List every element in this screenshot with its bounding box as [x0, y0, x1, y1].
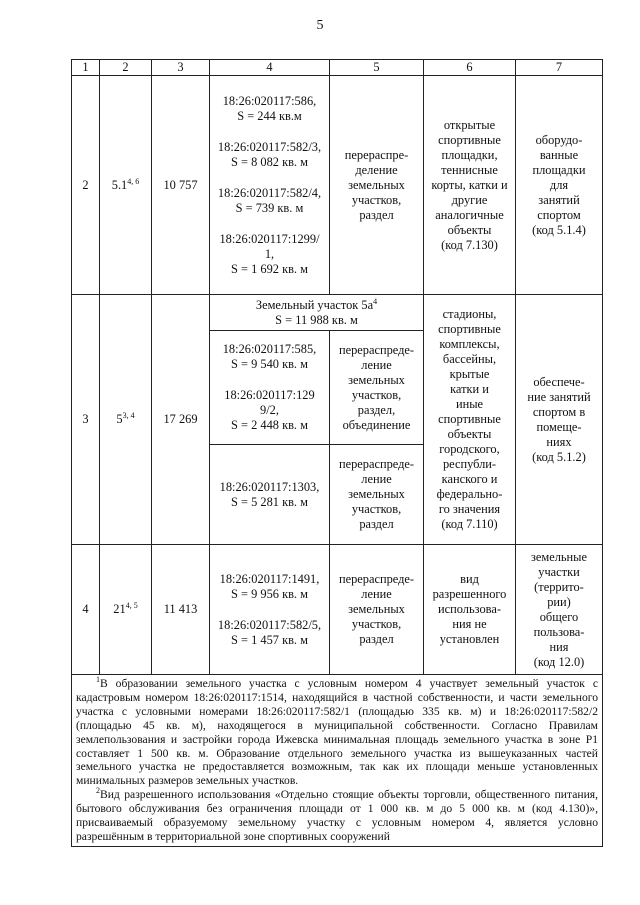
land-plots-table: [71, 59, 603, 847]
header-row: [72, 60, 603, 76]
plot-number: 5$^{3, 4}$: [100, 295, 152, 545]
use-type: вид разрешенного использова- ния не установлен: [424, 545, 516, 675]
use-code: земельные участки (террито- рии) общего пользова- ния (код 12.0): [516, 545, 603, 675]
header-cell: 6: [424, 60, 516, 76]
page-number: 5: [316, 18, 324, 33]
plot-area: 10 757: [152, 76, 210, 295]
plot-number: 21$^{4, 5}$: [100, 545, 152, 675]
table-row: [72, 76, 603, 295]
table-row: [72, 545, 603, 675]
footnote-1: $^1$В образовании земельного участка с условным номером 4 участвует земельный участок с кадастровым номером 18:26:020117:1514, находящийся в частной собственности, и части земельного участка с условными номерами 18:26:020117:582/1 (площадью 335 кв. м) и 18:26:020117:582/2 (площадью 45 кв. м), находящегося в муниципальной собственности. Согласно Правилам землепользования и застройки города Ижевска минимальная площадь земельного участка в зоне Р1 составляет 1 500 кв. м. Образование отдельного земельного участка из вышеуказанных частей земельного участка не предоставляется возможным, так как их площади меньше установленных минимальных размеров земельных участков.: [76, 675, 598, 788]
merged-plot-area: S = 11 988 кв. м: [275, 312, 358, 327]
merged-plot-title: Земельный участок 5а: [255, 297, 374, 312]
header-cell: 3: [152, 60, 210, 76]
header-cell: 7: [516, 60, 603, 76]
row-number: 2: [72, 76, 100, 295]
header-cell: 2: [100, 60, 152, 76]
use-code: обеспече- ние занятий спортом в помеще- ниях (код 5.1.2): [516, 295, 603, 545]
header-cell: 5: [330, 60, 424, 76]
table-row: [72, 295, 603, 331]
use-type: стадионы, спортивные комплексы, бассейны, крытые катки и иные спортивные объекты городского, республи- канского и федерально- го значения (код 7.110): [424, 295, 516, 545]
formation-method: перераспре- деление земельных участков, раздел: [330, 76, 424, 295]
footnote-2: $^2$Вид разрешенного использования «Отдельно стоящие объекты торговли, общественного питания, бытового обслуживания без ограничения площади от 1 000 кв. м до 5 000 кв. м (код 4.130)», присваиваемый образуемому земельному участку с условным номером 4, является условно разрешённым в территориальной зоне спортивных сооружений: [76, 786, 598, 843]
formation-method: перераспреде- ление земельных участков, раздел, объединение: [330, 331, 424, 445]
footnotes: [72, 675, 603, 847]
plot-number: 5.1$^{4, 6}$: [100, 76, 152, 295]
row-number: 3: [72, 295, 100, 545]
use-code: оборудо- ванные площадки для занятий спортом (код 5.1.4): [516, 76, 603, 295]
merged-plot-cell: Земельный участок $5а^4$ S = 11 988 кв. м: [210, 295, 424, 331]
formation-method: перераспреде- ление земельных участков, раздел: [330, 445, 424, 545]
use-type: открытые спортивные площадки, теннисные корты, катки и другие аналогичные объекты (код 7.130): [424, 76, 516, 295]
cadastral-list: 18:26:020117:1491, S = 9 956 кв. м 18:26:020117:582/5, S = 1 457 кв. м: [210, 545, 330, 675]
notes-row: [72, 675, 603, 847]
header-cell: 4: [210, 60, 330, 76]
cadastral-list: 18:26:020117:586, S = 244 кв.м 18:26:020117:582/3, S = 8 082 кв. м 18:26:020117:582/4, S = 739 кв. м 18:26:020117:1299/ 1, S = 1 692 кв. м: [210, 76, 330, 295]
plot-area: 11 413: [152, 545, 210, 675]
cadastral-list: 18:26:020117:1303, S = 5 281 кв. м: [210, 445, 330, 545]
formation-method: перераспреде- ление земельных участков, раздел: [330, 545, 424, 675]
cadastral-list: 18:26:020117:585, S = 9 540 кв. м 18:26:020117:129 9/2, S = 2 448 кв. м: [210, 331, 330, 445]
header-cell: 1: [72, 60, 100, 76]
plot-area: 17 269: [152, 295, 210, 545]
row-number: 4: [72, 545, 100, 675]
